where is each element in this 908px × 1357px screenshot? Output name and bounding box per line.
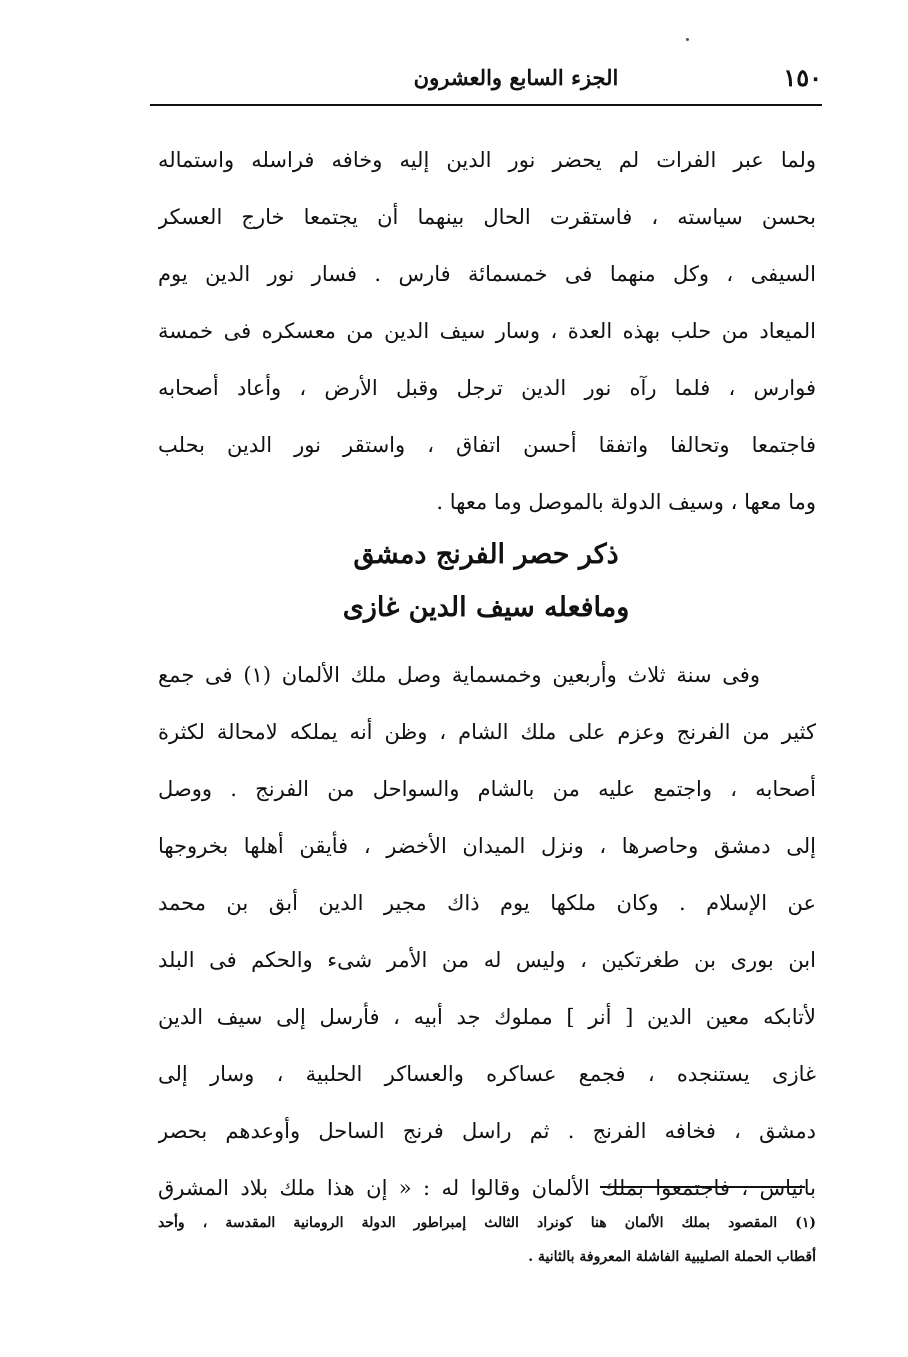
- text-line: دمشق ، فخافه الفرنج . ثم راسل فرنج الساحل وأوعدهم بحصر: [158, 1119, 816, 1143]
- text-line: السيفى ، وكل منهما فى خمسمائة فارس . فسار نور الدين يوم: [158, 262, 816, 286]
- text-line: بانياس ، فاجتمعوا بملك الألمان وقالوا له : « إن هذا ملك بلاد المشرق: [158, 1176, 816, 1200]
- header-rule: [150, 104, 822, 106]
- text-line: وفى سنة ثلاث وأربعين وخمسماية وصل ملك الألمان (١) فى جمع: [158, 663, 760, 687]
- text-line: ولما عبر الفرات لم يحضر نور الدين إليه وخافه فراسله واستماله: [158, 148, 816, 172]
- page-number: ١٥٠: [783, 63, 822, 92]
- text-line: ابن بورى بن طغرتكين ، وليس له من الأمر شىء والحكم فى البلد: [158, 948, 816, 972]
- text-line: وما معها ، وسيف الدولة بالموصل وما معها .: [436, 490, 816, 514]
- footnote: [158, 1206, 816, 1274]
- print-speck: [686, 38, 689, 41]
- section-heading-line-2: ومافعله سيف الدين غازى: [342, 592, 630, 623]
- paragraph-1: [158, 132, 816, 531]
- section-heading-line-1: ذكر حصر الفرنج دمشق: [353, 539, 619, 570]
- text-line: فاجتمعا وتحالفا واتفقا أحسن اتفاق ، واستقر نور الدين بحلب: [158, 433, 816, 457]
- text-line: لأتابكه معين الدين [ أنر ] مملوك جد أبيه ، فأرسل إلى سيف الدين: [158, 1005, 816, 1029]
- text-line: عن الإسلام . وكان ملكها يوم ذاك مجير الدين أبق بن محمد: [158, 891, 816, 915]
- paragraph-2: [158, 647, 816, 1217]
- running-title: الجزء السابع والعشرون: [413, 65, 619, 90]
- text-line: بحسن سياسته ، فاستقرت الحال بينهما أن يجتمعا خارج العسكر: [158, 205, 816, 229]
- footnote-line: (١) المقصود بملك الألمان هنا كونراد الثالث إمبراطور الدولة الرومانية المقدسة ، وأحد: [158, 1215, 816, 1231]
- text-line: أصحابه ، واجتمع عليه من بالشام والسواحل من الفرنج . ووصل: [158, 777, 816, 801]
- running-header: [150, 58, 822, 98]
- text-line: الميعاد من حلب بهذه العدة ، وسار سيف الدين من معسكره فى خمسة: [158, 319, 816, 343]
- text-line: فوارس ، فلما رآه نور الدين ترجل وقبل الأرض ، وأعاد أصحابه: [158, 376, 816, 400]
- text-line: غازى يستنجده ، فجمع عساكره والعساكر الحلبية ، وسار إلى: [158, 1062, 816, 1086]
- text-line: كثير من الفرنج وعزم على ملك الشام ، وظن أنه يملكه لامحالة لكثرة: [158, 720, 816, 744]
- footnote-line: أقطاب الحملة الصليبية الفاشلة المعروفة بالثانية .: [528, 1249, 816, 1265]
- footnote-rule: [600, 1186, 805, 1188]
- text-line: إلى دمشق وحاصرها ، ونزل الميدان الأخضر ، فأيقن أهلها بخروجها: [158, 834, 816, 858]
